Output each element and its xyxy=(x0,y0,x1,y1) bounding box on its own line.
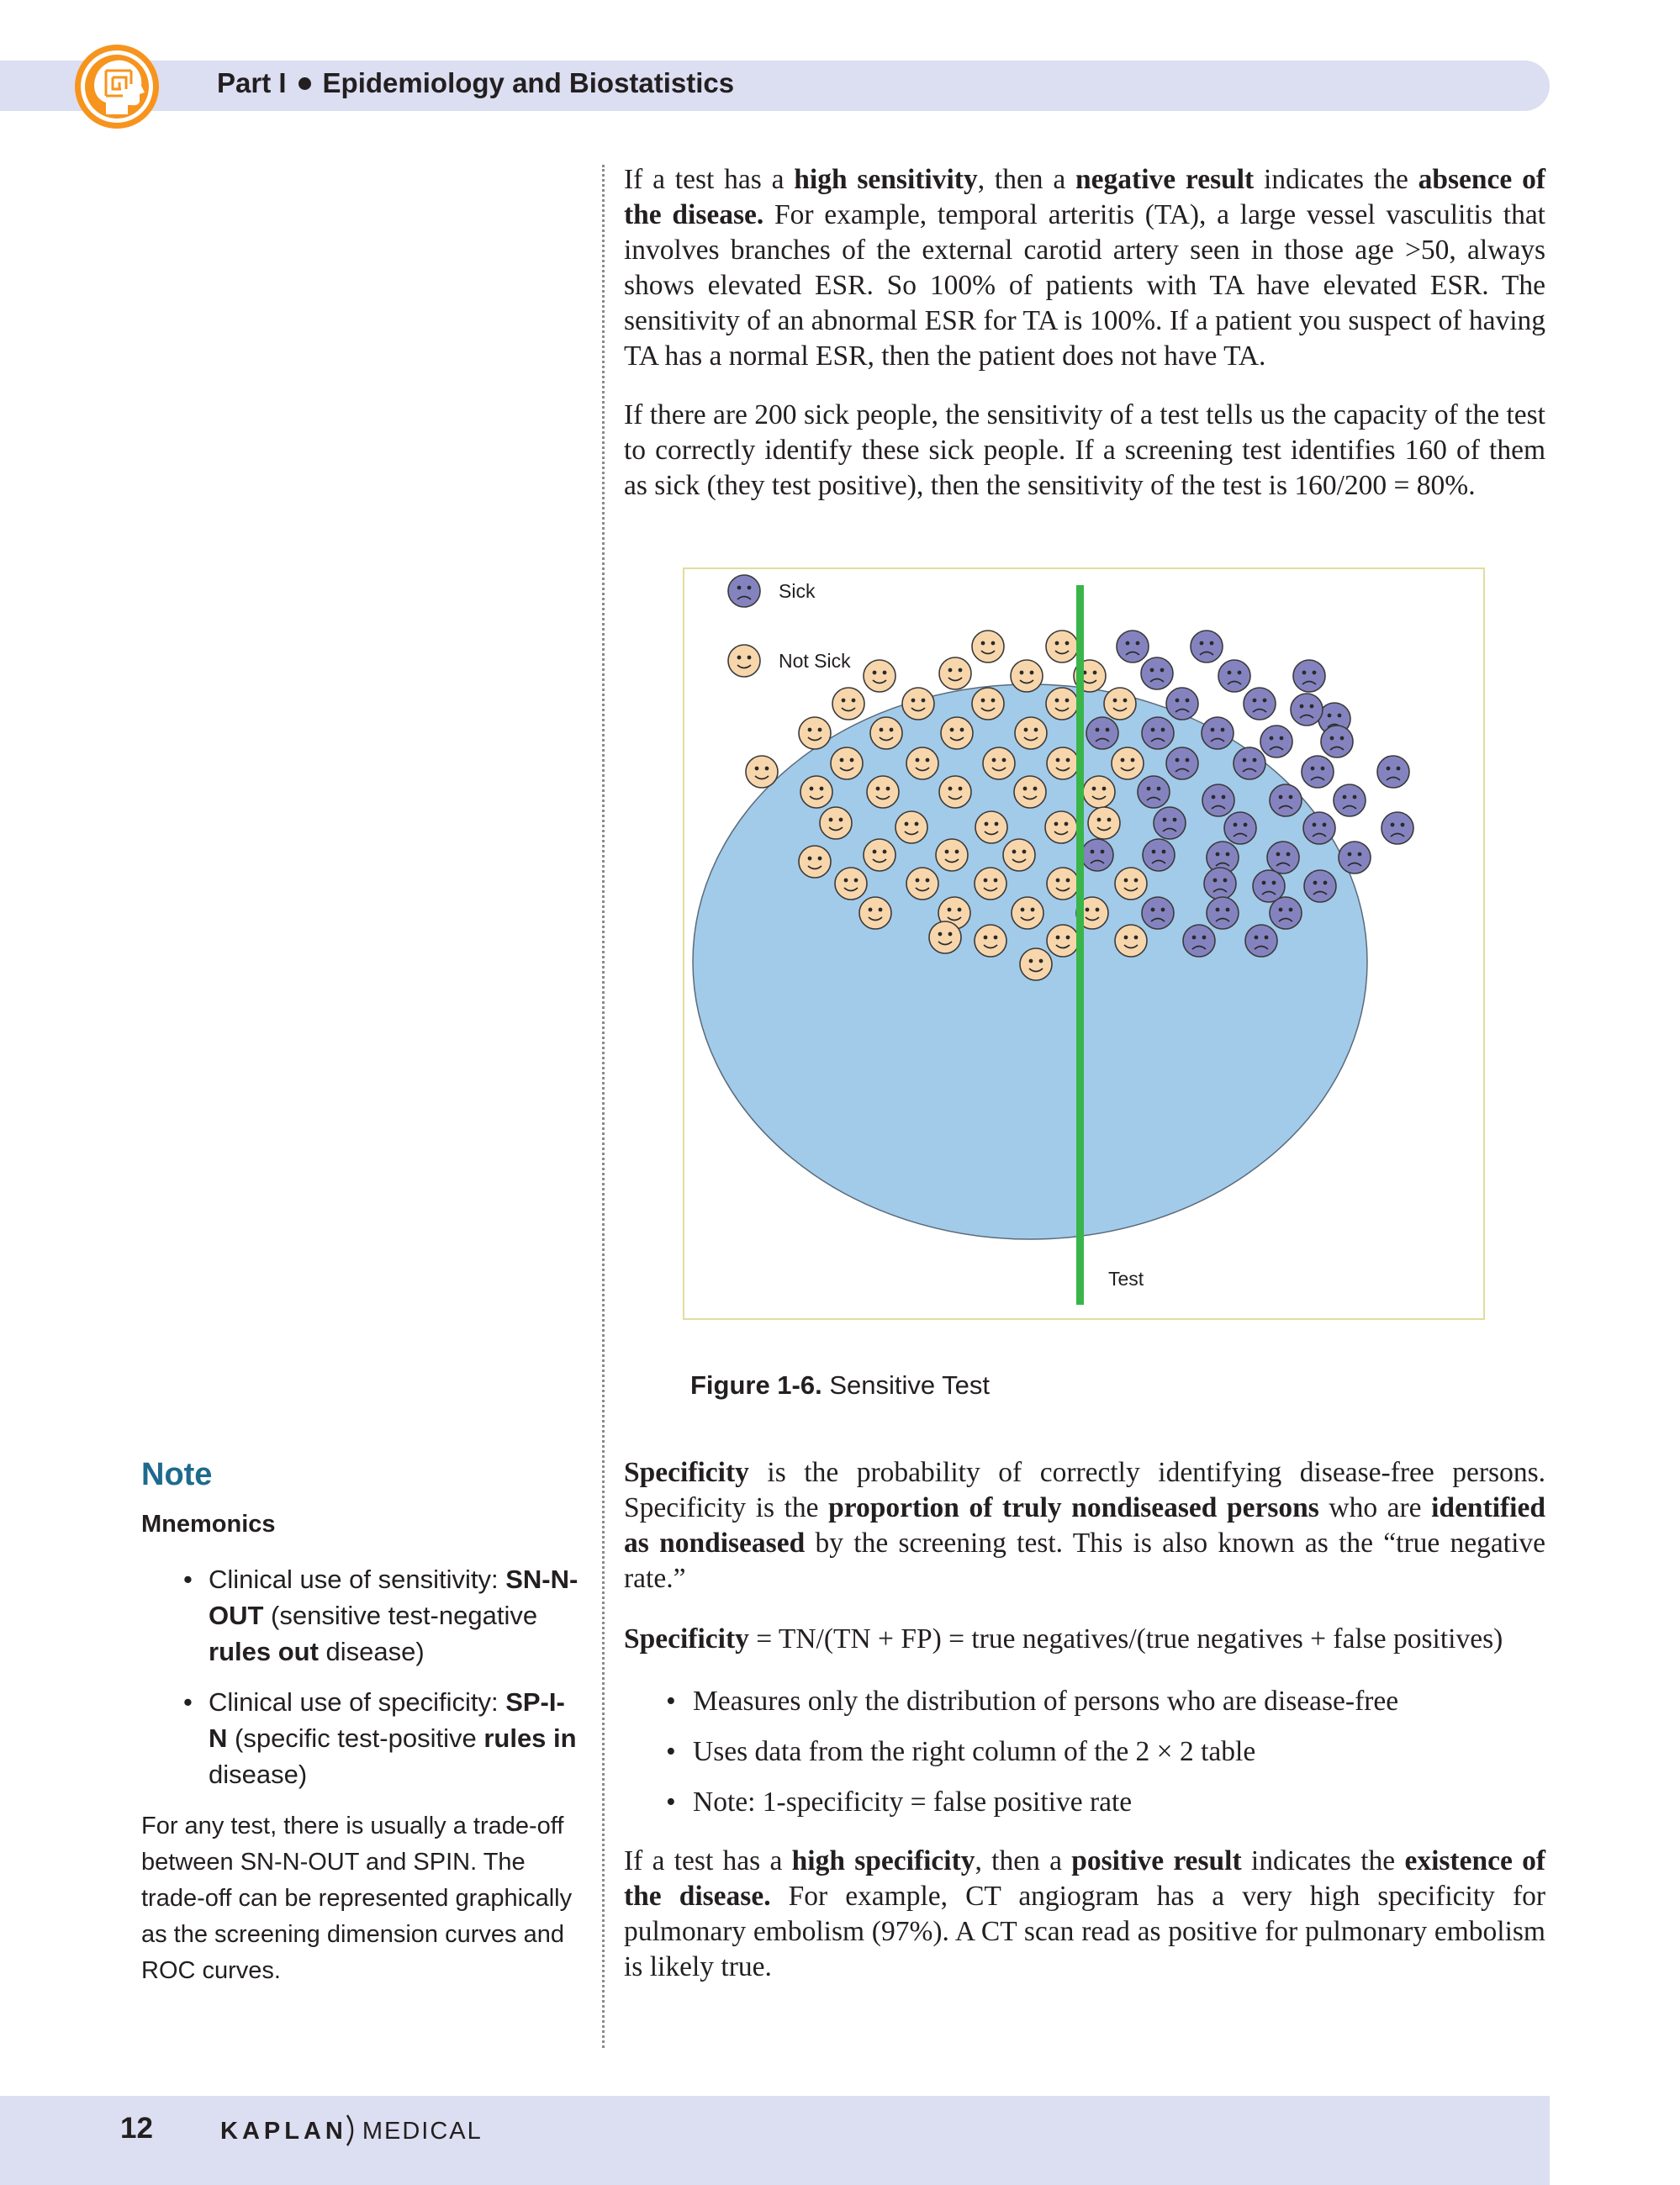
sick-face xyxy=(1117,631,1149,662)
sick-face xyxy=(1183,925,1215,957)
note-title: Note xyxy=(141,1457,213,1492)
running-header xyxy=(217,67,734,99)
not-sick-face xyxy=(864,660,895,692)
note-subtitle: Mnemonics xyxy=(141,1511,276,1538)
sick-face xyxy=(1244,688,1276,720)
sick-face xyxy=(1304,870,1336,902)
not-sick-face xyxy=(1083,776,1115,808)
specificity-bullet-list xyxy=(624,1684,1545,1835)
paragraph-sensitivity-example: If there are 200 sick people, the sensitivity of a test tells us the capacity of the test to correctly identify these sick people. If a screening test identifies 160 of them as sick (they test positive), then the sensitivity of the test is 160/200 = 80%. xyxy=(624,399,1545,501)
not-sick-face xyxy=(746,756,778,788)
specificity-formula: Specificity = TN/(TN + FP) = true negatives/(true negatives + false positives) xyxy=(624,1623,1503,1655)
figure-sensitive-test xyxy=(683,567,1485,1320)
brain-maze-logo-icon xyxy=(72,40,161,133)
section-title: Epidemiology and Biostatistics xyxy=(322,67,735,98)
figure-number: Figure 1-6. xyxy=(689,1370,822,1400)
not-sick-face xyxy=(864,839,895,871)
not-sick-face xyxy=(1115,925,1147,957)
not-sick-face xyxy=(1003,839,1035,871)
not-sick-face xyxy=(799,717,831,749)
not-sick-face xyxy=(975,811,1007,843)
paragraph-specificity-definition: Specificity is the probability of correctly identifying disease-free persons. Specificity is the proportion of truly nondiseased persons who are identified as nondiseased by the screening test. This is also known as the “true negative rate.” xyxy=(624,1457,1545,1594)
test-line xyxy=(1076,585,1084,1305)
sick-face xyxy=(1142,897,1174,929)
not-sick-face xyxy=(859,897,891,929)
sick-face xyxy=(1086,717,1118,749)
sick-face xyxy=(1253,870,1285,902)
not-sick-face xyxy=(1012,897,1043,929)
not-sick-face xyxy=(800,776,832,808)
legend-not-sick-label: Not Sick xyxy=(779,650,851,672)
publisher-logo xyxy=(220,2114,483,2147)
sick-face xyxy=(728,575,760,607)
column-divider xyxy=(602,165,605,2048)
list-item: • Note: 1-specificity = false positive rate xyxy=(624,1785,1545,1835)
sick-face xyxy=(1260,726,1292,757)
sick-face xyxy=(1191,631,1223,662)
sick-face xyxy=(1267,842,1299,873)
sick-face xyxy=(1138,776,1170,808)
sick-face xyxy=(1339,842,1371,873)
not-sick-face xyxy=(975,868,1006,900)
not-sick-face xyxy=(983,747,1015,779)
not-sick-face xyxy=(832,688,864,720)
bullet-dot-icon xyxy=(298,77,311,90)
not-sick-face xyxy=(1011,660,1043,692)
sick-face xyxy=(1303,812,1335,844)
sick-face xyxy=(1291,694,1323,726)
not-sick-face xyxy=(975,925,1006,957)
sick-face xyxy=(1141,657,1173,689)
sick-face xyxy=(1334,784,1366,816)
sick-face xyxy=(1142,717,1174,749)
not-sick-face xyxy=(835,868,867,900)
not-sick-face xyxy=(939,776,971,808)
not-sick-face xyxy=(1014,776,1046,808)
brand-name: KAPLAN xyxy=(220,2118,347,2145)
test-label: Test xyxy=(1108,1268,1144,1290)
sick-face xyxy=(1207,897,1239,929)
sick-face xyxy=(1293,660,1325,692)
legend-sick-label: Sick xyxy=(779,580,816,602)
not-sick-face xyxy=(906,868,938,900)
not-sick-face xyxy=(1047,925,1079,957)
sick-face xyxy=(1270,897,1302,929)
not-sick-face xyxy=(1088,807,1120,839)
sick-face xyxy=(1081,839,1113,871)
not-sick-face xyxy=(1104,688,1136,720)
figure-canvas xyxy=(684,569,1483,1318)
list-item: • Uses data from the right column of the 2 × 2 table xyxy=(624,1734,1545,1785)
sick-face xyxy=(1245,925,1277,957)
sick-face xyxy=(1224,812,1256,844)
sick-face xyxy=(1202,717,1234,749)
list-item: • Measures only the distribution of persons who are disease-free xyxy=(624,1684,1545,1734)
not-sick-face xyxy=(972,688,1004,720)
mnemonics-list xyxy=(141,1561,578,1807)
not-sick-face xyxy=(1046,688,1078,720)
not-sick-face xyxy=(906,747,938,779)
not-sick-face xyxy=(1046,631,1078,662)
part-label: Part I xyxy=(217,67,287,98)
sick-face xyxy=(1166,688,1198,720)
sick-face xyxy=(1204,868,1236,900)
not-sick-face xyxy=(870,717,902,749)
page-number: 12 xyxy=(120,2112,153,2145)
list-item: • Clinical use of sensitivity: SN-N-OUT (sensitive test-negative rules out disease) xyxy=(141,1561,578,1670)
figure-title: Sensitive Test xyxy=(822,1370,991,1400)
sick-face xyxy=(1270,784,1302,816)
list-item: • Clinical use of specificity: SP-I-N (specific test-positive rules in disease) xyxy=(141,1684,578,1792)
figure-caption xyxy=(0,1370,1680,1401)
not-sick-face xyxy=(1020,948,1052,980)
sick-face xyxy=(1143,839,1175,871)
sick-face xyxy=(1218,660,1250,692)
sick-face xyxy=(1202,784,1234,816)
not-sick-face xyxy=(1112,747,1144,779)
not-sick-face-icon xyxy=(728,645,760,677)
not-sick-face xyxy=(728,645,760,677)
not-sick-face xyxy=(972,631,1004,662)
sick-face xyxy=(1154,807,1186,839)
not-sick-face xyxy=(929,921,961,953)
sick-face xyxy=(1234,747,1265,779)
sick-face-icon xyxy=(728,575,760,607)
brand-swoosh-icon xyxy=(346,2114,357,2147)
sick-face xyxy=(1321,726,1353,757)
not-sick-face xyxy=(1045,811,1077,843)
sick-face xyxy=(1166,747,1198,779)
not-sick-face xyxy=(941,717,973,749)
sick-face xyxy=(1377,756,1409,788)
note-paragraph: For any test, there is usually a trade-off between SN-N-OUT and SPIN. The trade-off can be represented graphically as the screening dimension curves and ROC curves. xyxy=(141,1813,573,1984)
not-sick-face xyxy=(1047,747,1079,779)
not-sick-face xyxy=(831,747,863,779)
not-sick-face xyxy=(902,688,934,720)
paragraph-high-sensitivity: If a test has a high sensitivity, then a negative result indicates the absence of the disease. For example, temporal arteritis (TA), a large vessel vasculitis that involves branches of the external carotid artery seen in those age >50, always shows elevated ESR. So 100% of patients with TA have elevated ESR. The sensitivity of an abnormal ESR for TA is 100%. If a patient you suspect of having TA has a normal ESR, then the patient does not have TA. xyxy=(624,164,1545,372)
not-sick-face xyxy=(799,846,831,878)
not-sick-face xyxy=(1047,868,1079,900)
not-sick-face xyxy=(895,811,927,843)
brand-suffix: MEDICAL xyxy=(362,2118,483,2145)
sick-face xyxy=(1302,756,1334,788)
not-sick-face xyxy=(867,776,899,808)
not-sick-face xyxy=(1115,868,1147,900)
not-sick-face xyxy=(820,807,852,839)
paragraph-high-specificity: If a test has a high specificity, then a positive result indicates the existence of the disease. For example, CT angiogram has a very high specificity for pulmonary embolism (97%). A CT scan read as positive for pulmonary embolism is likely true. xyxy=(624,1845,1546,1982)
not-sick-face xyxy=(936,839,968,871)
sick-face xyxy=(1382,812,1413,844)
not-sick-face xyxy=(939,657,971,689)
not-sick-face xyxy=(1015,717,1047,749)
